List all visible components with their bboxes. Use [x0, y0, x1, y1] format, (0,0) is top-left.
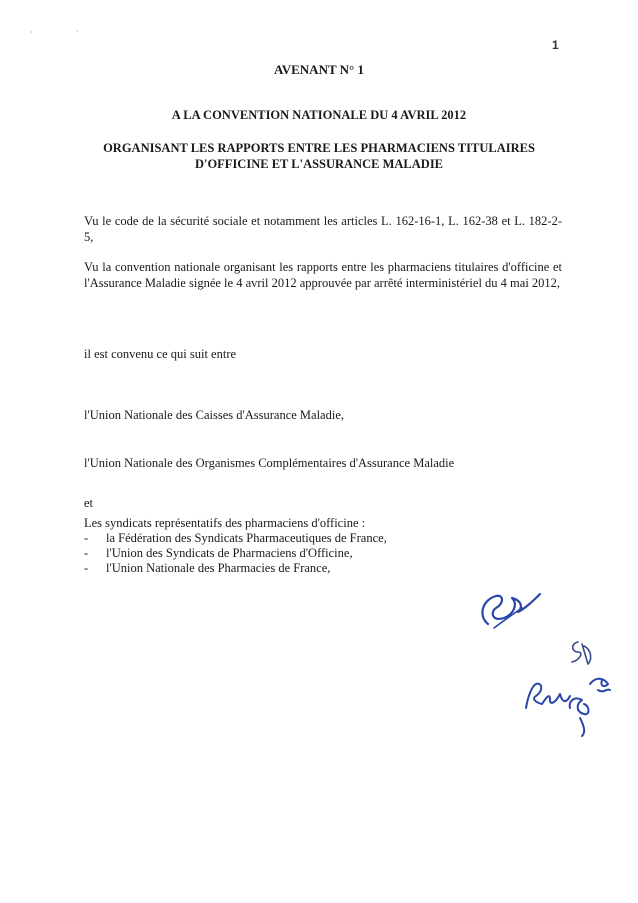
document-title: AVENANT N° 1	[274, 62, 364, 77]
paragraph-vu-convention: Vu la convention nationale organisant les rapports entre les pharmaciens titulaires d'officine et l'Assurance Maladie signée le 4 avril 2012 approuvée par arrêté interministériel du 4 mai 2012,	[84, 260, 562, 290]
signature-initials-1	[474, 578, 544, 634]
syndicats-list	[84, 531, 387, 576]
list-item	[84, 546, 387, 561]
document-heading	[0, 140, 638, 172]
document-subtitle: A LA CONVENTION NATIONALE DU 4 AVRIL 2012	[171, 108, 467, 122]
list-item-text: l'Union Nationale des Pharmacies de France,	[106, 561, 331, 575]
paragraph-syndicats-intro: Les syndicats représentatifs des pharmaciens d'officine :	[84, 516, 366, 530]
paragraph-vu-code: Vu le code de la sécurité sociale et notamment les articles L. 162-16-1, L. 162-38 et L. 182-2-5,	[84, 214, 562, 244]
list-item-text: la Fédération des Syndicats Pharmaceutiques de France,	[106, 531, 387, 545]
scan-mark: ·	[76, 27, 79, 36]
paragraph-unocam: l'Union Nationale des Organismes Complémentaires d'Assurance Maladie	[84, 456, 455, 470]
list-item	[84, 561, 387, 576]
list-item	[84, 531, 387, 546]
list-dash: -	[84, 561, 89, 575]
heading-line: ORGANISANT LES RAPPORTS ENTRE LES PHARMACIENS TITULAIRES	[103, 141, 535, 155]
heading-line: D'OFFICINE ET L'ASSURANCE MALADIE	[194, 157, 444, 171]
page-number: 1	[552, 38, 559, 52]
paragraph-uncam: l'Union Nationale des Caisses d'Assurance Maladie,	[84, 408, 344, 422]
paragraph-convenu: il est convenu ce qui suit entre	[84, 347, 237, 361]
signature-initials-3	[520, 668, 616, 738]
list-dash: -	[84, 546, 89, 560]
scan-mark: ·	[30, 28, 33, 37]
signature-initials-2	[566, 636, 596, 670]
list-item-text: l'Union des Syndicats de Pharmaciens d'Officine,	[106, 546, 353, 560]
list-dash: -	[84, 531, 89, 545]
paragraph-et: et	[84, 496, 94, 510]
